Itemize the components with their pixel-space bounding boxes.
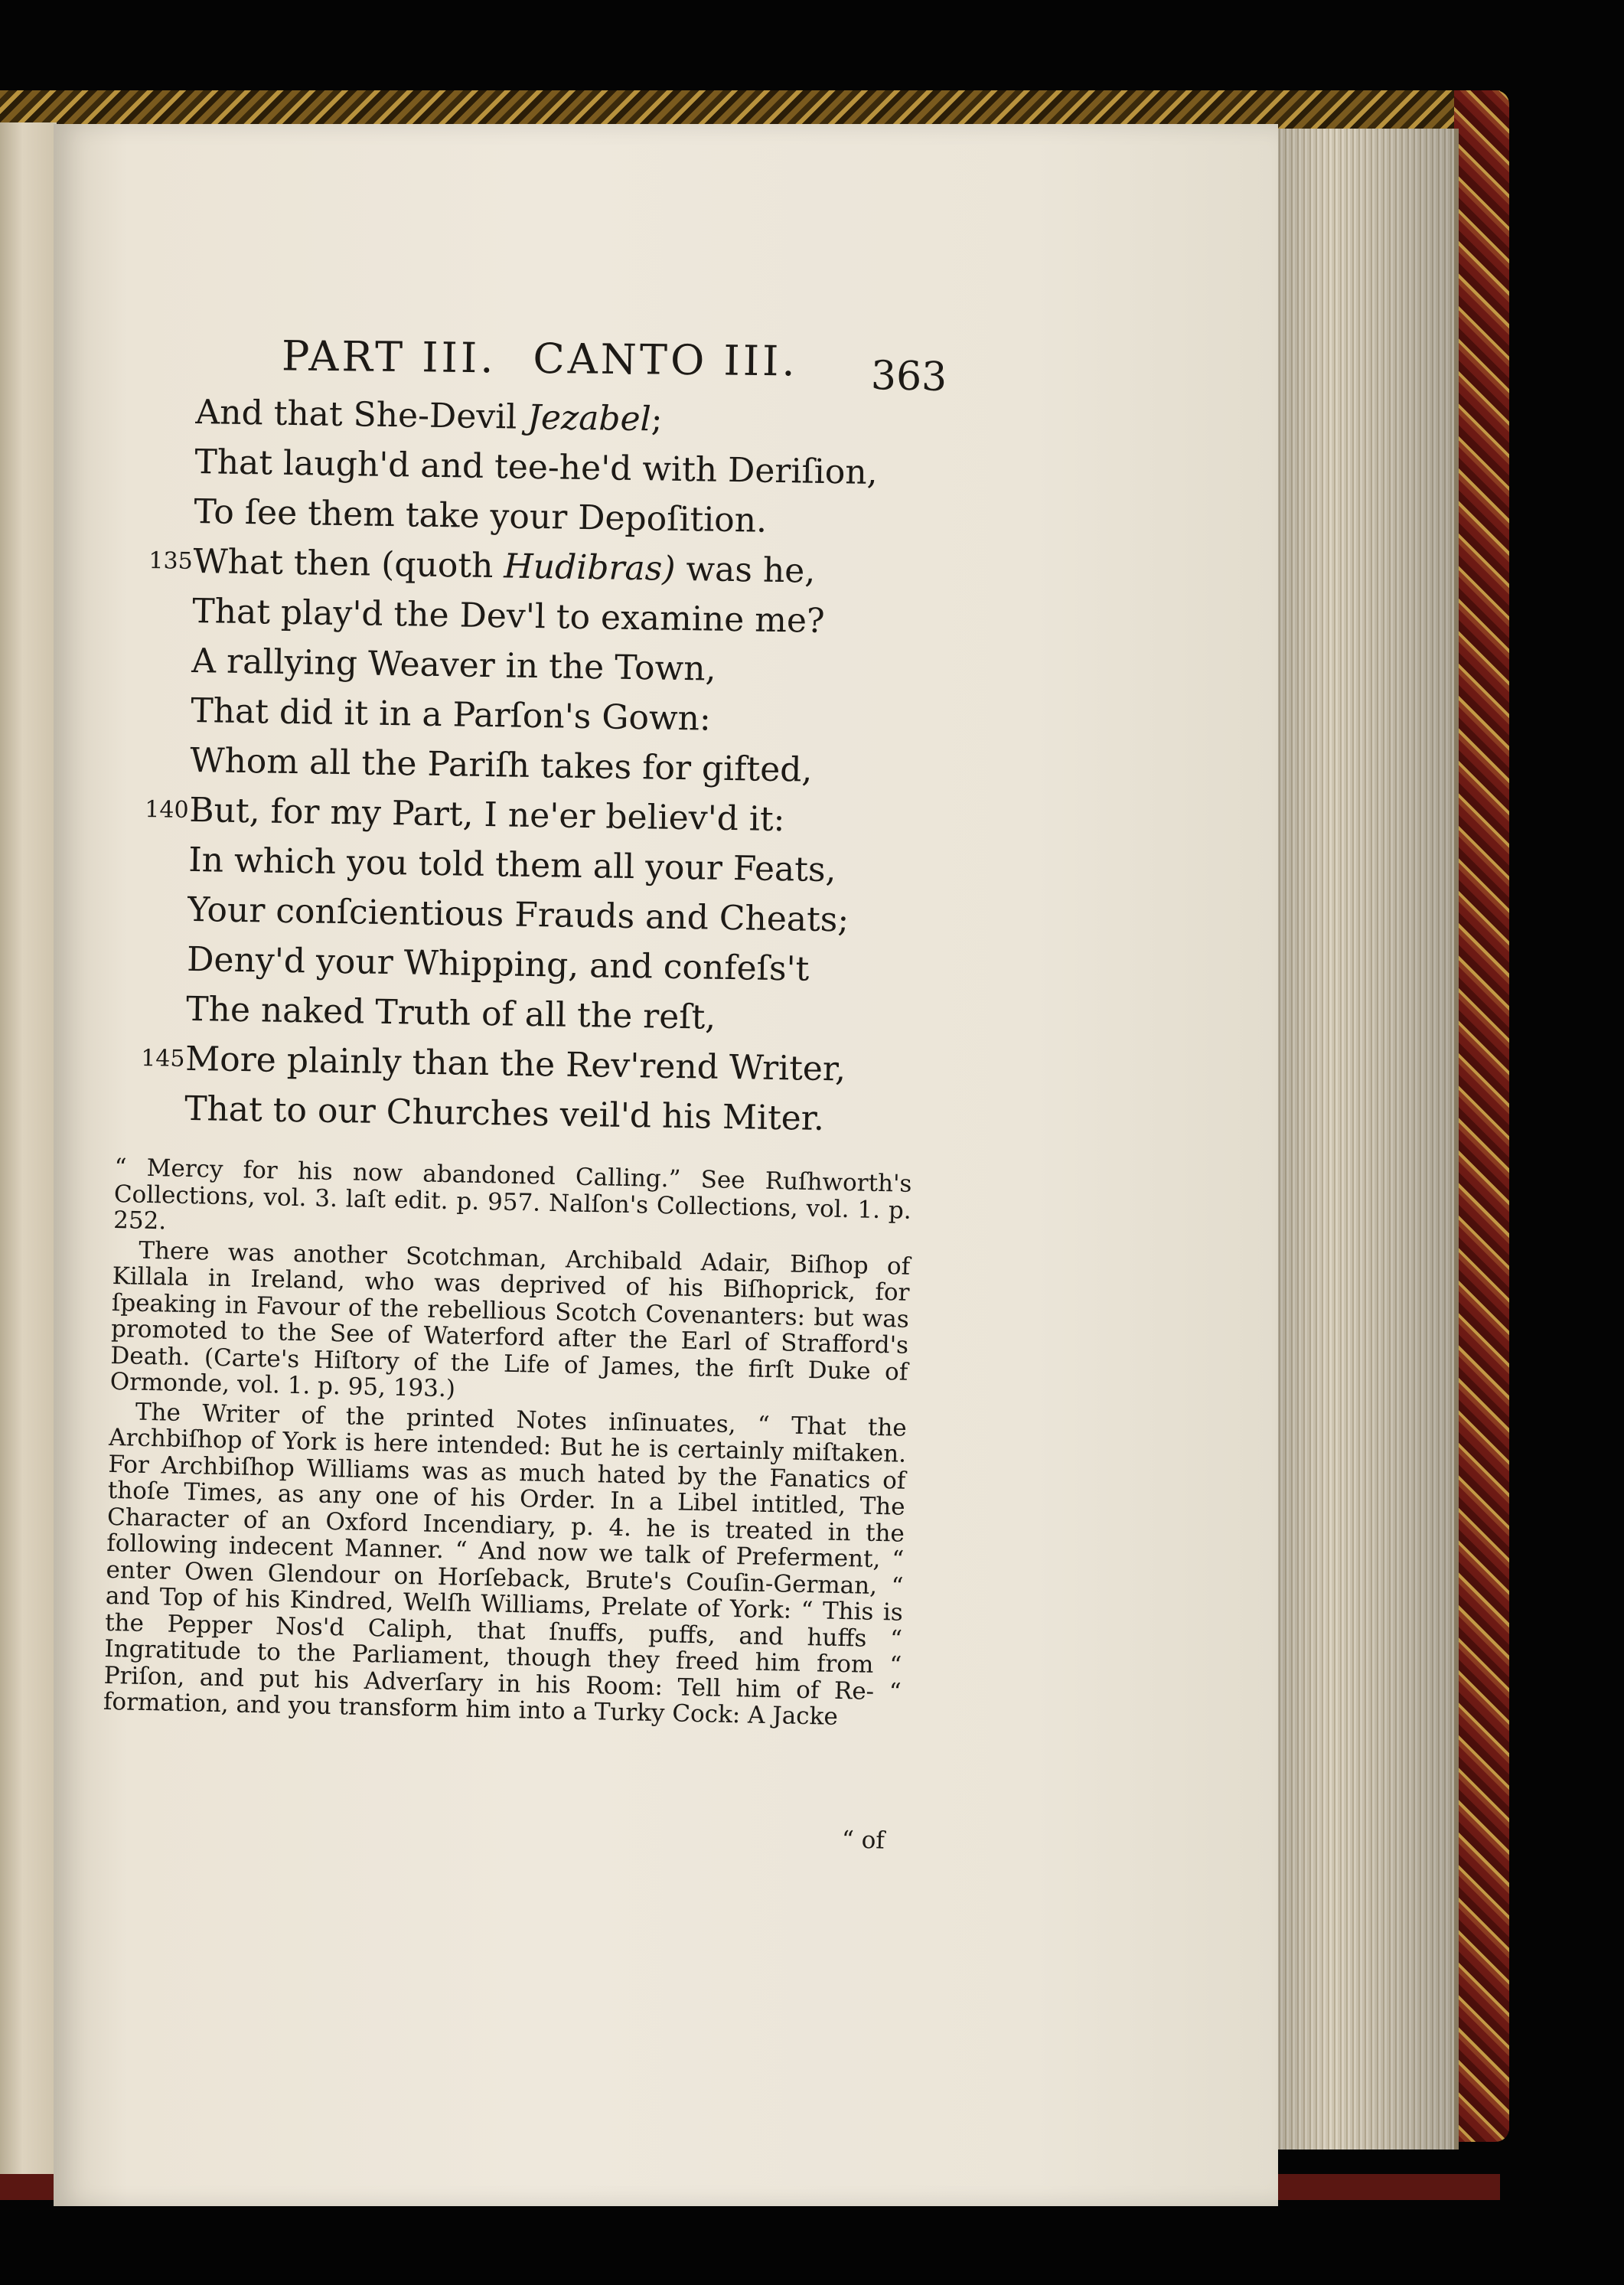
footnote-paragraph: The Writer of the printed Notes inſinuates, “ That the Archbiſhop of York is here intended: But he is certainly miſtaken. For Archbiſhop Williams was as much hated by the Fanatics of thoſe Times, as any one of his Order. In a Libel intitled, The Character of an Oxford Incendiary, p. 4. he is treated in the following indecent Manner. “ And now we talk of Preferment, “ enter Owen Glendour on Horſeback, Brute's Couſin-German, “ and Top of his Kindred, Welſh Williams, Prelate of York: “ This is the Pepper Nos'd Caliph, that ſnuffs, puffs, and huffs “ Ingratitude to the Parliament, though they freed him from “ Priſon, and put his Adverſary in his Room: Tell him of Re- “ formation, and you transform him into a Turky Cock: A Jacke — [103, 1398, 908, 1731]
verse-line: Deny'd your Whipping, and confeſs't — [186, 939, 810, 989]
verse-line: In which you told them all your Feats, — [188, 840, 836, 890]
line-number: 135 — [148, 547, 193, 575]
catchword: “ of — [841, 1826, 885, 1855]
line-number: 140 — [145, 796, 189, 824]
verse-line: Whom all the Pariſh takes for gifted, — [189, 740, 813, 790]
footnotes — [103, 1154, 912, 1735]
verse-line: That did it in a Parſon's Gown: — [190, 690, 712, 739]
header-canto: CANTO III. — [533, 334, 798, 386]
verse-line: And that She-Devil Jezabel; — [195, 392, 663, 439]
line-number: 145 — [140, 1044, 185, 1072]
running-header — [282, 331, 956, 387]
page-number: 363 — [870, 352, 947, 401]
verse-block — [140, 387, 961, 1146]
header-part: PART III. — [281, 331, 497, 383]
facing-page-edge — [0, 122, 59, 2174]
verse-line: That to our Churches veil'd his Miter. — [184, 1089, 825, 1139]
verse-line: 135 What then (quoth Hudibras) was he, — [193, 537, 959, 599]
verse-line: The naked Truth of all the reſt, — [185, 989, 716, 1037]
verse-line: That play'd the Dev'l to examine me? — [192, 591, 826, 641]
footnote-paragraph: “ Mercy for his now abandoned Calling.” See Ruſhworth's Collections, vol. 3. laſt edit. p. 957. Nalſon's Collections, vol. 1. p. 252. — [113, 1154, 912, 1236]
verse-line: 145 More plainly than the Rev'rend Writer, — [185, 1034, 951, 1096]
verse-line: 140 But, for my Part, I ne'er believ'd it: — [189, 785, 955, 847]
book-cover-right-edge — [1454, 90, 1509, 2142]
verse-line: That laugh'd and tee-he'd with Deriſion, — [194, 442, 879, 493]
footnote-paragraph: There was another Scotchman, Archibald Adair, Biſhop of Killala in Ireland, who was deprived of his Biſhoprick, for ſpeaking in Favour of the rebellious Scotch Covenanters: but was promoted to the See of Waterford after the Earl of Strafford's Death. (Carte's Hiſtory of the Life of James, the firſt Duke of Ormonde, vol. 1. p. 95, 193.) — [109, 1236, 911, 1403]
verse-line: To ſee them take your Depoſition. — [194, 491, 768, 540]
verse-line: A rallying Weaver in the Town, — [191, 641, 716, 689]
verse-line: Your conſcientious Frauds and Cheats; — [187, 890, 850, 940]
page-block-shade — [1277, 129, 1454, 2150]
